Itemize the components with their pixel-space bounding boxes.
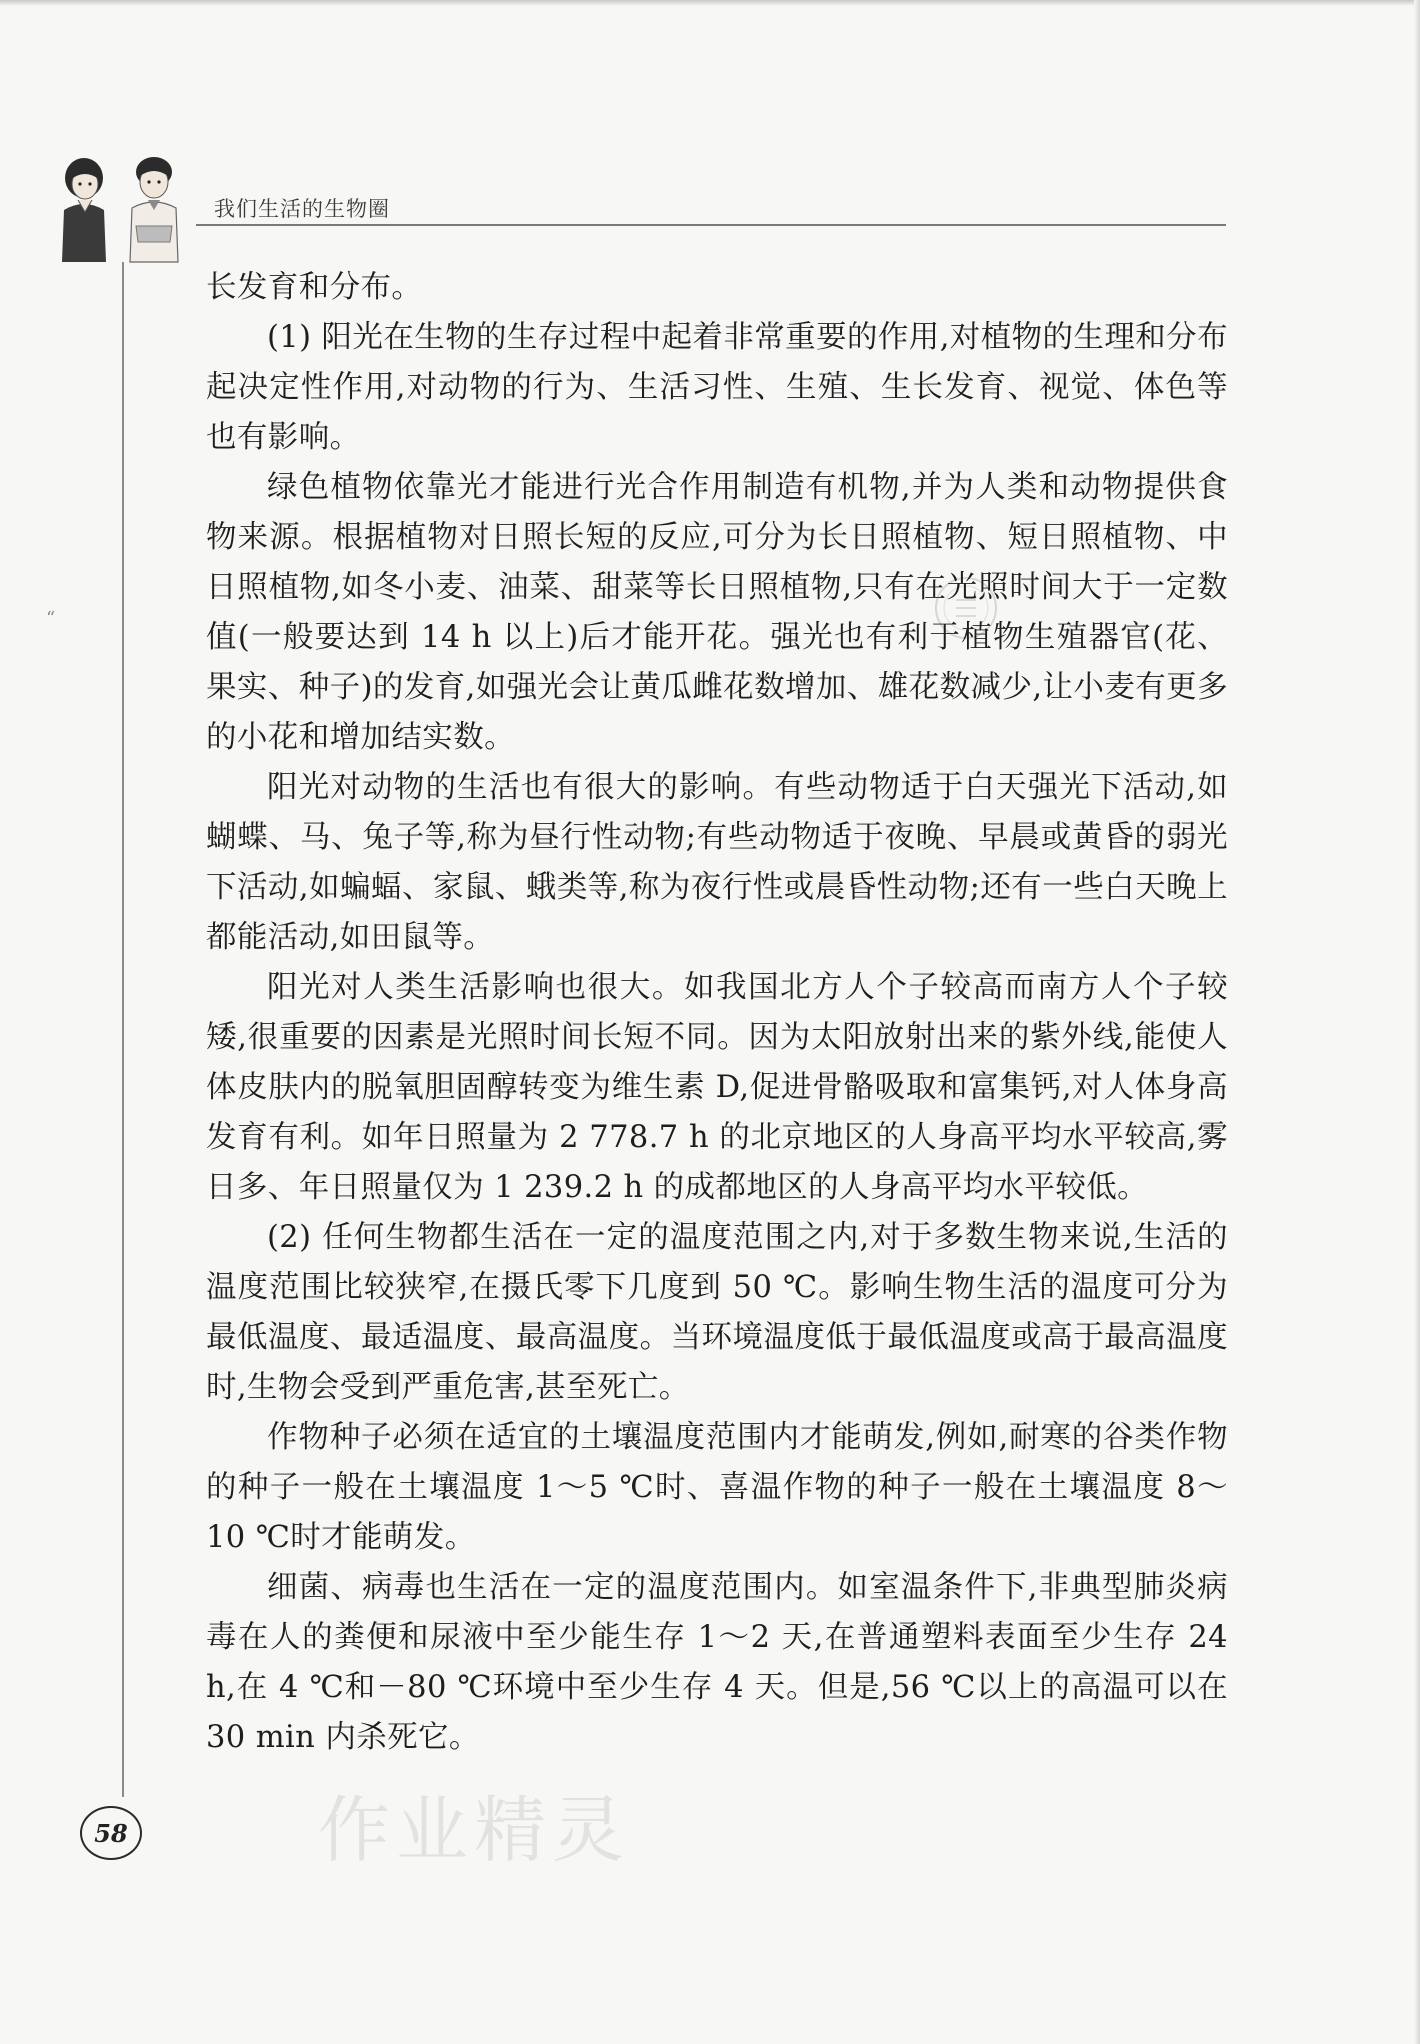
girl-figure xyxy=(62,158,106,262)
watermark-text: 作业精灵 xyxy=(318,1788,631,1872)
paragraph: (2) 任何生物都生活在一定的温度范围之内,对于多数生物来说,生活的温度范围比较狭窄,在摄氏零下几度到 50 ℃。影响生物生活的温度可分为最低温度、最适温度、最高温度。当环境温度低于最低温度或高于最高温度时,生物会受到严重危害,甚至死亡。 xyxy=(206,1220,1228,1405)
left-margin-rule xyxy=(122,262,124,1797)
header-rule xyxy=(196,224,1226,226)
paragraph: 绿色植物依靠光才能进行光合作用制造有机物,并为人类和动物提供食物来源。根据植物对日照长短的反应,可分为长日照植物、短日照植物、中日照植物,如冬小麦、油菜、甜菜等长日照植物,只有在光照时间大于一定数值(一般要达到 14 h 以上)后才能开花。强光也有利于植物生殖器官(花、果实、种子)的发育,如强光会让黄瓜雌花数增加、雄花数减少,让小麦有更多的小花和增加结实数。 xyxy=(206,470,1228,755)
margin-mark: “ xyxy=(46,608,56,629)
page-top-edge xyxy=(0,0,1420,6)
paragraph: 细菌、病毒也生活在一定的温度范围内。如室温条件下,非典型肺炎病毒在人的粪便和尿液中至少能生存 1～2 天,在普通塑料表面至少生存 24 h,在 4 ℃和－80 ℃环境中至少生存 4 天。但是,56 ℃以上的高温可以在 30 min 内杀死它。 xyxy=(206,1570,1228,1755)
paragraph: (1) 阳光在生物的生存过程中起着非常重要的作用,对植物的生理和分布起决定性作用,对动物的行为、生活习性、生殖、生长发育、视觉、体色等也有影响。 xyxy=(206,320,1228,455)
paragraph: 阳光对动物的生活也有很大的影响。有些动物适于白天强光下活动,如蝴蝶、马、兔子等,称为昼行性动物;有些动物适于夜晚、早晨或黄昏的弱光下活动,如蝙蝠、家鼠、蛾类等,称为夜行性或晨昏性动物;还有一些白天晚上都能活动,如田鼠等。 xyxy=(206,770,1228,955)
running-header-title: 我们生活的生物圈 xyxy=(214,197,390,221)
boy-figure xyxy=(130,157,178,262)
paragraph: 长发育和分布。 xyxy=(206,270,423,305)
paragraph: 阳光对人类生活影响也很大。如我国北方人个子较高而南方人个子较矮,很重要的因素是光照时间长短不同。因为太阳放射出来的紫外线,能使人体皮肤内的脱氧胆固醇转变为维生素 D,促进骨骼吸取和富集钙,对人体身高发育有利。如年日照量为 2 778.7 h 的北京地区的人身高平均水平较高,雾日多、年日照量仅为 1 239.2 h 的成都地区的人身高平均水平较低。 xyxy=(206,970,1228,1205)
page-right-edge xyxy=(1414,0,1420,2044)
paragraph: 作物种子必须在适宜的土壤温度范围内才能萌发,例如,耐寒的谷类作物的种子一般在土壤温度 1～5 ℃时、喜温作物的种子一般在土壤温度 8～10 ℃时才能萌发。 xyxy=(206,1420,1228,1555)
page-number: 58 xyxy=(80,1806,142,1860)
body-text xyxy=(206,263,1228,1763)
students-illustration-icon xyxy=(52,150,192,265)
